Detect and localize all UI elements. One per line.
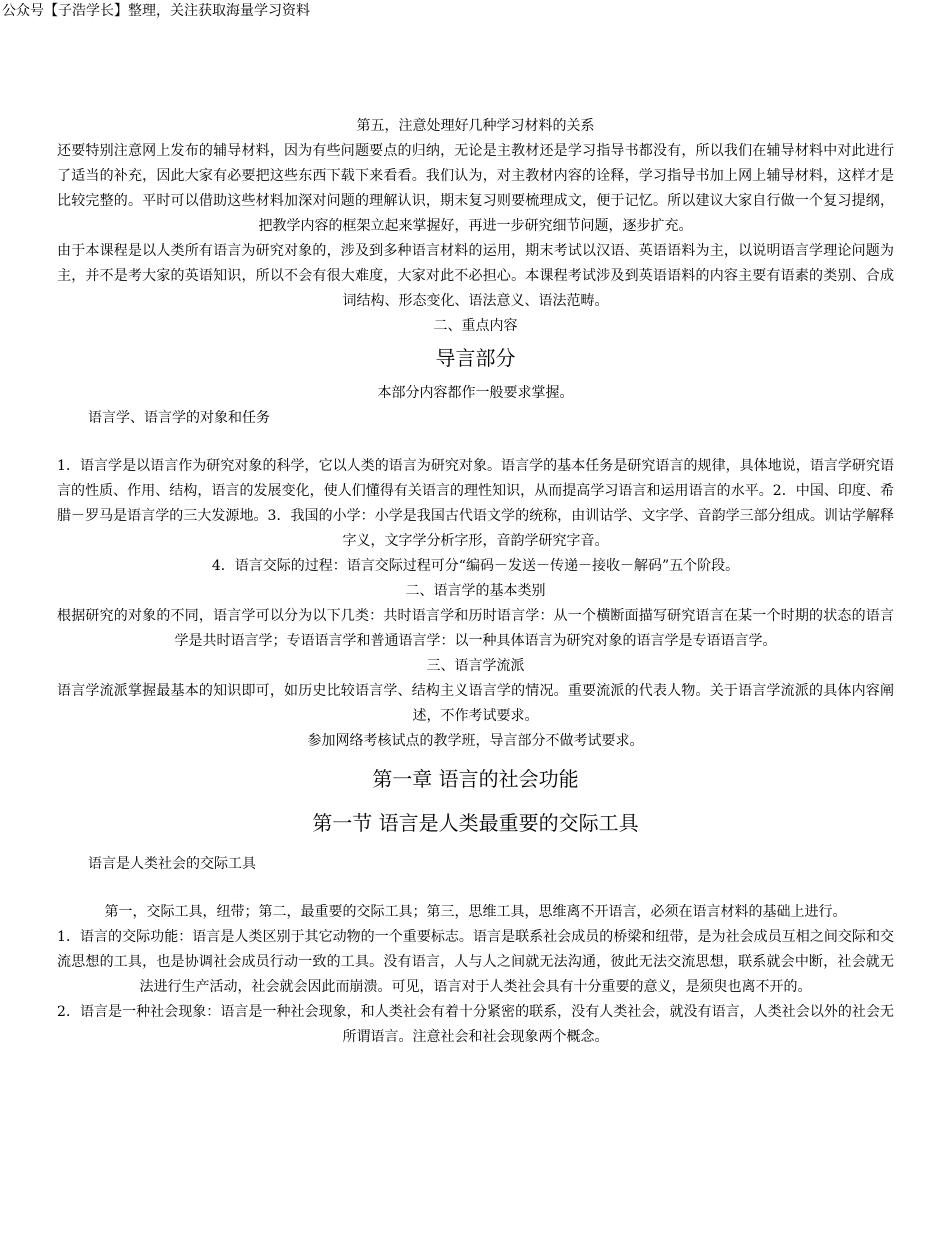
paragraph: 第一，交际工具，纽带；第二，最重要的交际工具；第三，思维工具，思维离不开语言，必须在语言材料的基础上进行。: [104, 904, 847, 920]
paragraph: 语言学流派掌握最基本的知识即可，如历史比较语言学、结构主义语言学的情况。重要流派的代表人物。关于语言学流派的具体内容阐述，不作考试要求。: [57, 683, 894, 724]
section-heading: 第一节 语言是人类最重要的交际工具: [312, 811, 639, 835]
chapter-subheading: 语言是人类社会的交际工具: [88, 856, 256, 872]
paragraph: 还要特别注意网上发布的辅导材料，因为有些问题要点的归纳，无论是主教材还是学习指导书都没有，所以我们在辅导材料中对此进行了适当的补充，因此大家有必要把这些东西下载下来看看。我们认为，对主教材内容的诠释，学习指导书加上网上辅导材料，这样才是比较完整的。平时可以借助这些材料加深对问题的理解认识，期末复习则要梳理成文，便于记忆。所以建议大家自行做一个复习提纲，把教学内容的框架立起来掌握好，再进一步研究细节问题，逐步扩充。: [57, 143, 894, 234]
document-body: [57, 114, 894, 1050]
intro-subheading: 二、语言学的基本类别: [405, 583, 546, 599]
intro-subheading: 三、语言学流派: [426, 658, 525, 674]
section-title-5: 第五，注意处理好几种学习材料的关系: [356, 118, 595, 134]
paragraph: 由于本课程是以人类所有语言为研究对象的，涉及到多种语言材料的运用，期末考试以汉语、英语语料为主，以说明语言学理论问题为主，并不是考大家的英语知识，所以不会有很大难度，大家对此不必担心。本课程考试涉及到英语语料的内容主要有语素的类别、合成词结构、形态变化、语法意义、语法范畴。: [57, 243, 894, 309]
intro-requirement: 本部分内容都作一般要求掌握。: [377, 385, 574, 401]
paragraph: 参加网络考核试点的教学班，导言部分不做考试要求。: [307, 733, 644, 749]
intro-heading: 导言部分: [435, 346, 516, 370]
paragraph: 根据研究的对象的不同，语言学可以分为以下几类：共时语言学和历时语言学：从一个横断面描写研究语言在某一个时期的状态的语言学是共时语言学；专语语言学和普通语言学：以一种具体语言为研究对象的语言学是专语语言学。: [57, 608, 894, 649]
header-note: 公众号【子浩学长】整理，关注获取海量学习资料: [2, 3, 310, 19]
paragraph: 1．语言学是以语言作为研究对象的科学，它以人类的语言为研究对象。语言学的基本任务是研究语言的规律，具体地说，语言学研究语言的性质、作用、结构，语言的发展变化，使人们懂得有关语言的理性知识，从而提高学习语言和运用语言的水平。2．中国、印度、希腊－罗马是语言学的三大发源地。3．我国的小学：小学是我国古代语文学的统称，由训诂学、文字学、音韵学三部分组成。训诂学解释字义，文字学分析字形，音韵学研究字音。: [57, 458, 894, 549]
chapter-title: 第一章 语言的社会功能: [372, 767, 579, 791]
key-content-title: 二、重点内容: [433, 318, 518, 334]
paragraph: 1．语言的交际功能：语言是人类区别于其它动物的一个重要标志。语言是联系社会成员的桥梁和纽带，是为社会成员互相之间交际和交流思想的工具，也是协调社会成员行动一致的工具。没有语言，人与人之间就无法沟通，彼此无法交流思想，联系就会中断，社会就无法进行生产活动，社会就会因此而崩溃。可见，语言对于人类社会具有十分重要的意义，是须臾也离不开的。: [57, 929, 894, 995]
intro-subheading: 语言学、语言学的对象和任务: [88, 410, 270, 426]
paragraph: 2．语言是一种社会现象：语言是一种社会现象，和人类社会有着十分紧密的联系，没有人类社会，就没有语言，人类社会以外的社会无所谓语言。注意社会和社会现象两个概念。: [57, 1004, 894, 1045]
paragraph: 4．语言交际的过程：语言交际过程可分“编码－发送－传递－接收－解码”五个阶段。: [211, 558, 740, 574]
